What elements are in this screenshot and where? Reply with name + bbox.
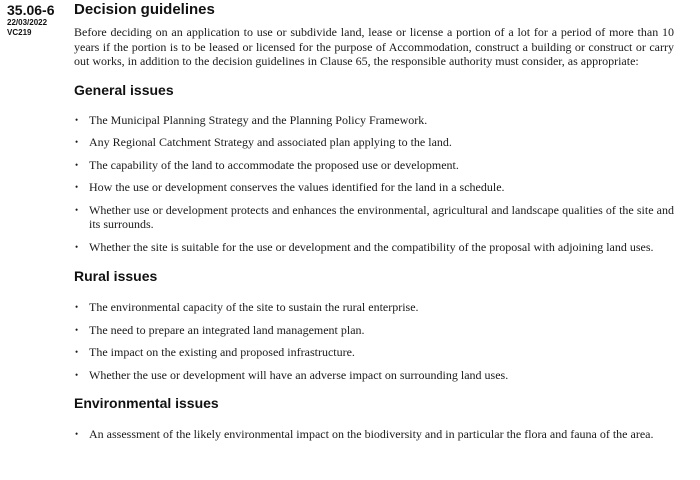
bullet-icon: • [75, 137, 79, 147]
list-item-text: How the use or development conserves the values identified for the land in a schedule. [89, 180, 505, 194]
list-item-text: The capability of the land to accommodate the proposed use or development. [89, 157, 459, 172]
list-item-text: Whether use or development protects and enhances the environmental, agricultural and landscape qualities of the site and its surrounds. [89, 202, 674, 231]
list-item [74, 158, 674, 173]
bullet-icon: • [75, 429, 79, 439]
list-item [74, 427, 674, 442]
list-item [74, 368, 674, 383]
list-item-text: Whether the use or development will have an adverse impact on surrounding land uses. [89, 367, 509, 382]
list-item [74, 345, 674, 360]
clause-date: 22/03/2022 [7, 18, 48, 27]
section-heading-general: General issues [74, 81, 174, 98]
environmental-issues-list [74, 427, 674, 442]
bullet-icon: • [75, 347, 79, 357]
list-item [74, 135, 674, 150]
bullet-icon: • [75, 159, 79, 170]
bullet-icon: • [75, 182, 79, 192]
clause-number: 35.06-6 [7, 2, 55, 18]
list-item-text: The environmental capacity of the site to sustain the rural enterprise. [89, 300, 419, 314]
bullet-icon: • [75, 241, 79, 252]
clause-title: Decision guidelines [74, 1, 215, 18]
clause-amendment: VC219 [7, 28, 32, 37]
bullet-icon: • [75, 114, 79, 125]
list-item-text: The need to prepare an integrated land management plan. [89, 322, 365, 337]
section-heading-rural: Rural issues [74, 268, 158, 284]
list-item [74, 203, 674, 232]
list-item-text: The Municipal Planning Strategy and the Planning Policy Framework. [89, 112, 428, 127]
clause-margin [7, 2, 71, 38]
intro-paragraph: Before deciding on an application to use or subdivide land, lease or license a portion of a lot for a period of more than 10 years if the portion is to be leased or licensed for the purpose of Accommodation, construct a building or construct or carry out works, in addition to the decision guidelines in Clause 65, the responsible authority must consider, as appropriate: [74, 25, 674, 68]
general-issues-list [74, 113, 674, 255]
list-item [74, 323, 674, 338]
bullet-icon: • [75, 302, 79, 312]
list-item-text: An assessment of the likely environmental impact on the biodiversity and in particular the flora and fauna of the area. [89, 427, 654, 441]
rural-issues-list [74, 300, 674, 382]
list-item [74, 240, 674, 255]
list-item [74, 180, 674, 195]
list-item [74, 300, 674, 315]
list-item-text: The impact on the existing and proposed infrastructure. [89, 345, 355, 359]
list-item-text: Any Regional Catchment Strategy and associated plan applying to the land. [89, 135, 452, 149]
clause-content [74, 1, 674, 442]
list-item-text: Whether the site is suitable for the use or development and the compatibility of the proposal with adjoining land uses. [89, 239, 654, 254]
bullet-icon: • [75, 204, 79, 215]
section-heading-environmental: Environmental issues [74, 395, 219, 411]
bullet-icon: • [75, 369, 79, 380]
list-item [74, 113, 674, 128]
bullet-icon: • [75, 324, 79, 335]
